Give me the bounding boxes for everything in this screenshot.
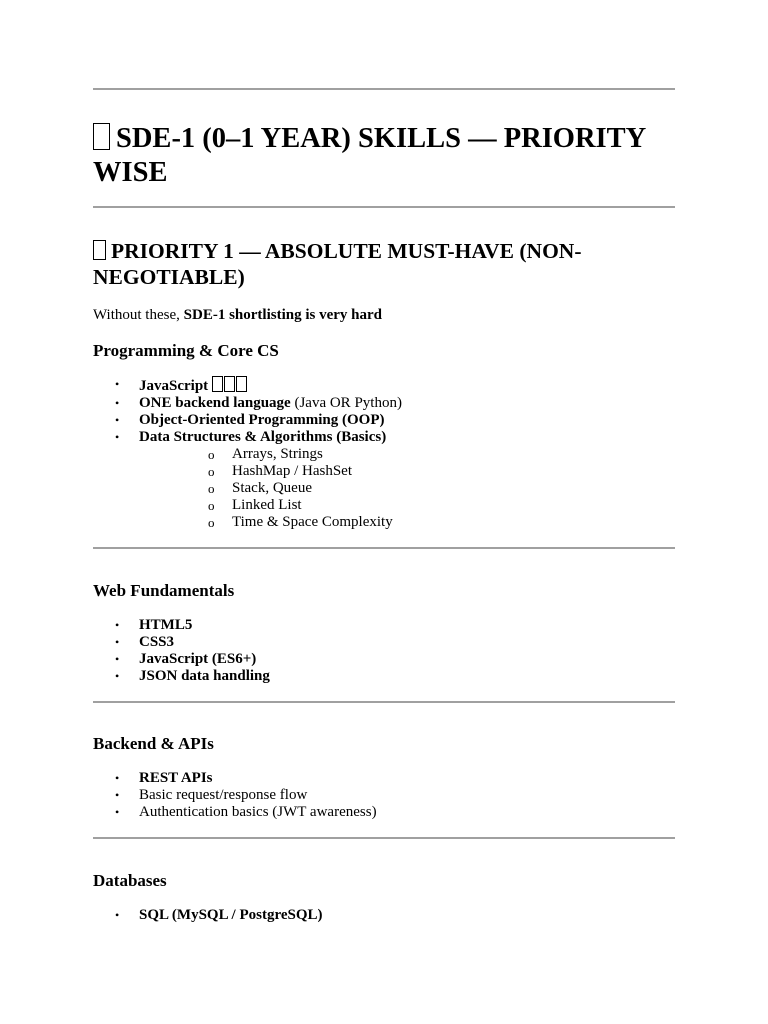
section-heading-backend: Backend & APIs bbox=[93, 734, 214, 753]
missing-glyph-icon bbox=[93, 123, 110, 150]
databases-list bbox=[93, 907, 653, 924]
backend-list bbox=[93, 770, 653, 821]
list-item: • JavaScript bbox=[93, 376, 653, 395]
list-item: • Object-Oriented Programming (OOP) bbox=[115, 412, 385, 428]
horizontal-rule bbox=[93, 547, 675, 549]
list-item: • Authentication basics (JWT awareness) bbox=[115, 804, 377, 820]
list-item: • REST APIs bbox=[115, 770, 213, 786]
sub-list-item: o Linked List bbox=[208, 497, 302, 513]
sub-list-item: o Time & Space Complexity bbox=[208, 514, 393, 530]
missing-glyph-icon bbox=[224, 376, 235, 392]
dsa-sublist bbox=[139, 446, 653, 531]
list-item: • JSON data handling bbox=[115, 668, 270, 684]
list-item: • Data Structures & Algorithms (Basics) o Arrays, Strings o HashMap / HashSet o Stack, Queue o Linked List o Time & Space Complexity bbox=[93, 429, 653, 531]
section-heading-databases: Databases bbox=[93, 871, 167, 890]
list-item: • JavaScript (ES6+) bbox=[115, 651, 257, 667]
list-item: • HTML5 bbox=[115, 617, 193, 633]
sub-list-item: o Arrays, Strings bbox=[208, 446, 323, 462]
page-title: SDE-1 (0–1 YEAR) SKILLS — PRIORITY WISE bbox=[93, 123, 646, 188]
missing-glyph-icon bbox=[236, 376, 247, 392]
list-item: • SQL (MySQL / PostgreSQL) bbox=[115, 907, 323, 923]
list-item: • ONE backend language (Java OR Python) bbox=[115, 395, 402, 411]
section-heading-programming: Programming & Core CS bbox=[93, 341, 279, 360]
web-list bbox=[93, 617, 653, 685]
list-item: • CSS3 bbox=[115, 634, 175, 650]
horizontal-rule bbox=[93, 88, 675, 90]
horizontal-rule bbox=[93, 206, 675, 208]
section-heading-web: Web Fundamentals bbox=[93, 581, 235, 600]
horizontal-rule bbox=[93, 837, 675, 839]
horizontal-rule bbox=[93, 701, 675, 703]
sub-list-item: o HashMap / HashSet bbox=[208, 463, 352, 479]
missing-glyph-icon bbox=[212, 376, 223, 392]
priority-1-heading: PRIORITY 1 — ABSOLUTE MUST-HAVE (NON-NEGOTIABLE) bbox=[93, 239, 582, 289]
sub-list-item: o Stack, Queue bbox=[208, 480, 312, 496]
missing-glyph-icon bbox=[93, 240, 106, 260]
programming-list bbox=[93, 376, 653, 531]
intro-paragraph: Without these, SDE-1 shortlisting is very hard bbox=[93, 307, 382, 323]
list-item: • Basic request/response flow bbox=[115, 787, 308, 803]
